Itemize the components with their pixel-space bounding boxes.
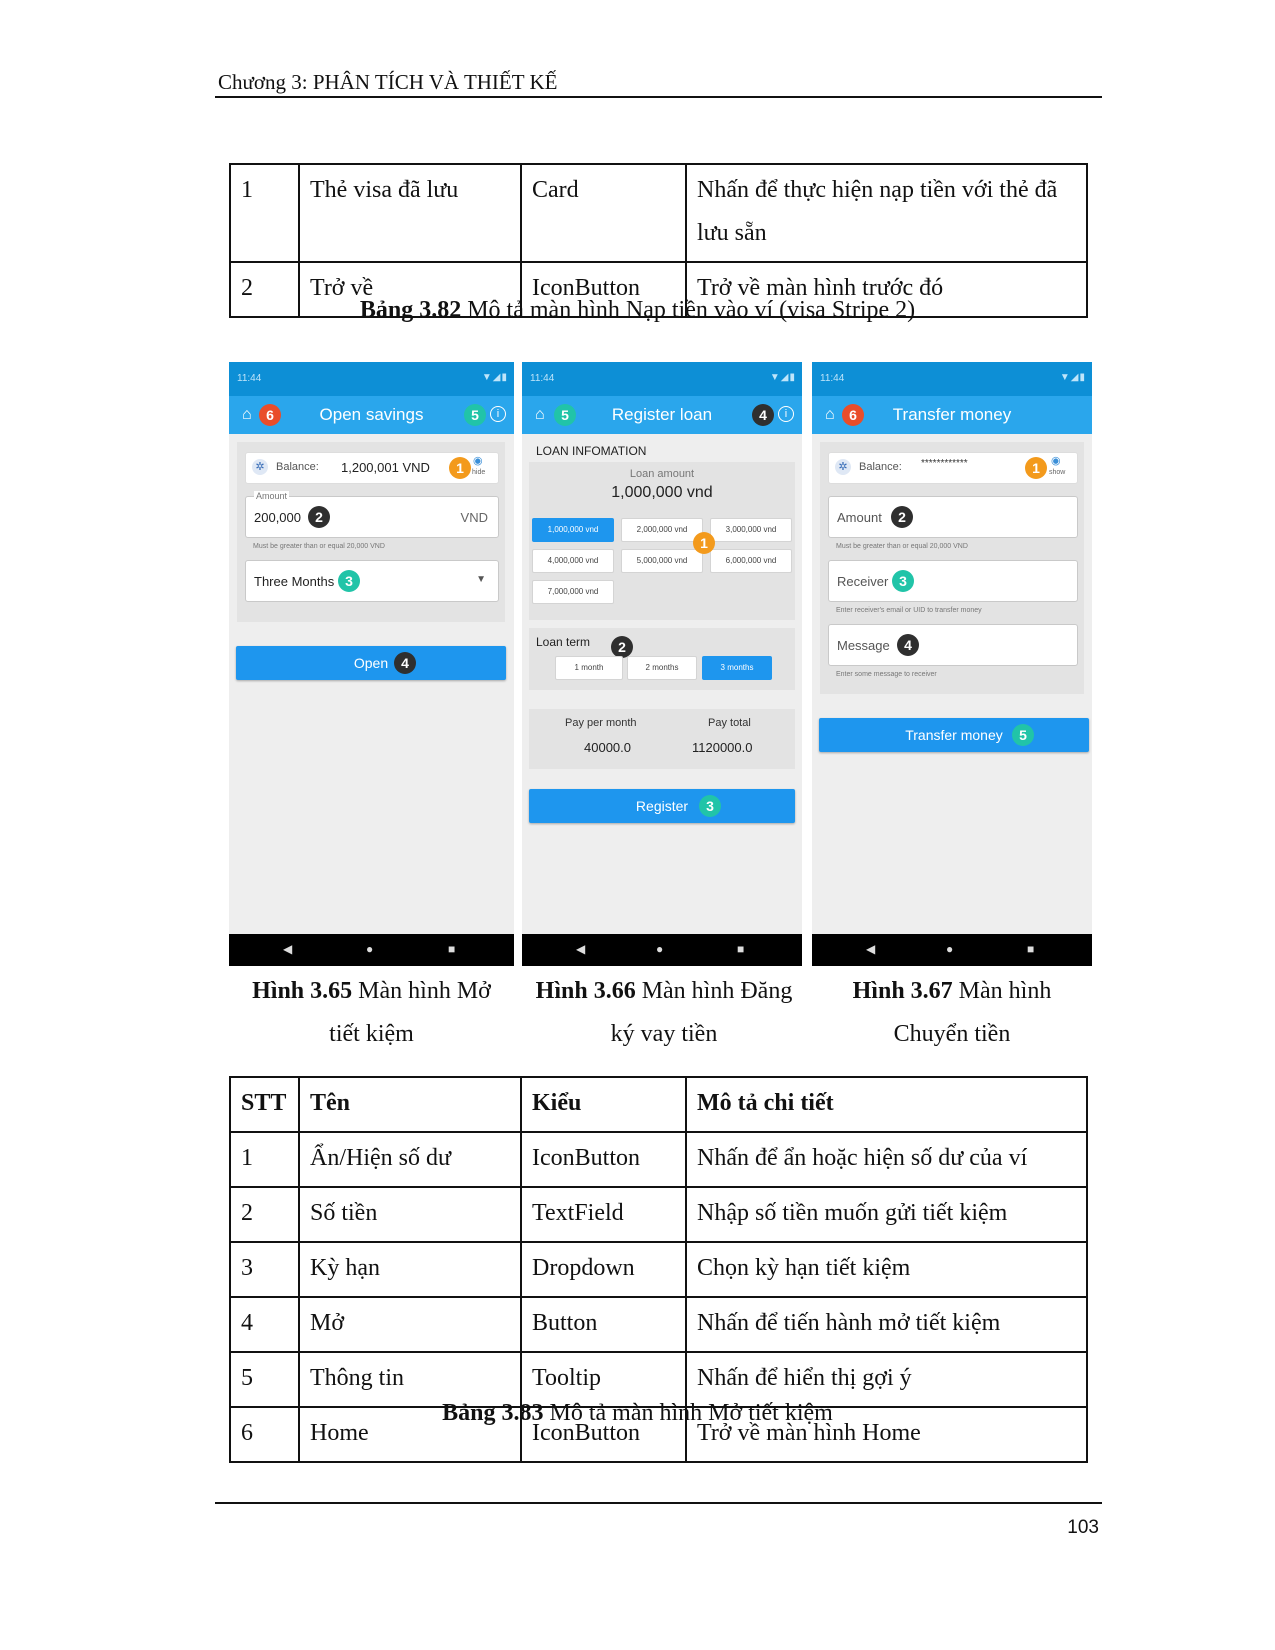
receiver-input[interactable]: [828, 560, 1078, 602]
cell-ten: Số tiền: [299, 1187, 521, 1242]
amount-input[interactable]: [245, 491, 499, 538]
transfer-form-card: [820, 442, 1084, 694]
marker-badge: 2: [308, 506, 330, 528]
loan-amount-card: [529, 462, 795, 620]
header-stt: STT: [230, 1077, 299, 1132]
eye-icon[interactable]: ◉: [473, 455, 483, 467]
table-row: [230, 1352, 1087, 1407]
balance-label: Balance:: [276, 461, 319, 473]
cell-mota: Chọn kỳ hạn tiết kiệm: [686, 1242, 1087, 1297]
amount-chip[interactable]: 7,000,000 vnd: [532, 580, 614, 604]
cell-stt: 3: [230, 1242, 299, 1297]
marker-badge: 2: [891, 506, 913, 528]
recent-apps-icon[interactable]: ■: [737, 942, 745, 956]
back-icon[interactable]: ◀: [576, 942, 586, 956]
payment-summary-card: [529, 709, 795, 769]
system-nav-bar: [812, 934, 1092, 966]
caption-text: Màn hình: [952, 978, 1052, 1004]
caption-bold: Bảng 3.83: [442, 1400, 544, 1426]
back-icon[interactable]: ◀: [283, 942, 293, 956]
amount-input[interactable]: [828, 496, 1078, 538]
loan-amount-label: Loan amount: [629, 468, 695, 480]
cell-ten: Thẻ visa đã lưu: [299, 164, 521, 262]
balance-value: 1,200,001 VND: [341, 460, 430, 475]
section-title: LOAN INFOMATION: [536, 444, 647, 458]
amount-chip[interactable]: 6,000,000 vnd: [710, 549, 792, 573]
home-nav-icon[interactable]: ●: [656, 942, 664, 956]
term-chip[interactable]: 2 months: [627, 656, 697, 680]
amount-value: 200,000: [254, 510, 301, 525]
transfer-label: Transfer money: [905, 727, 1003, 743]
cell-stt: 2: [230, 262, 299, 317]
cell-kieu: IconButton: [521, 1407, 686, 1462]
app-bar: [812, 396, 1092, 434]
pay-total-value: 1120000.0: [692, 740, 753, 755]
pay-month-label: Pay per month: [565, 717, 637, 729]
marker-badge: 4: [394, 652, 416, 674]
home-icon[interactable]: ⌂: [535, 406, 545, 423]
cell-mota: Nhấn để tiến hành mở tiết kiệm: [686, 1297, 1087, 1352]
info-icon[interactable]: i: [778, 406, 794, 422]
marker-badge: 6: [259, 404, 281, 426]
chapter-header: Chương 3: PHÂN TÍCH VÀ THIẾT KẾ: [218, 70, 558, 94]
caption-text: Màn hình Mở: [352, 978, 491, 1004]
amount-chip[interactable]: 2,000,000 vnd: [621, 518, 703, 542]
caption-text: Màn hình Đăng: [635, 978, 793, 1004]
caption-text: ký vay tiền: [610, 1021, 718, 1047]
back-icon[interactable]: ◀: [866, 942, 876, 956]
show-label[interactable]: show: [1049, 469, 1066, 476]
transfer-money-button[interactable]: [819, 718, 1089, 752]
cell-ten: Home: [299, 1407, 521, 1462]
header-ten: Tên: [299, 1077, 521, 1132]
pay-total-label: Pay total: [708, 717, 751, 729]
cell-kieu: Dropdown: [521, 1242, 686, 1297]
loan-term-label: Loan term: [536, 635, 591, 649]
open-button[interactable]: [236, 646, 506, 680]
cell-mota: Trở về màn hình trước đó: [686, 262, 1087, 317]
cell-mota: Trở về màn hình Home: [686, 1407, 1087, 1462]
recent-apps-icon[interactable]: ■: [1027, 942, 1035, 956]
message-input[interactable]: [828, 624, 1078, 666]
cell-ten: Kỳ hạn: [299, 1242, 521, 1297]
cell-mota: Nhập số tiền muốn gửi tiết kiệm: [686, 1187, 1087, 1242]
home-nav-icon[interactable]: ●: [366, 942, 374, 956]
marker-badge: 2: [611, 636, 633, 658]
amount-chip[interactable]: 4,000,000 vnd: [532, 549, 614, 573]
caption-figure-3-67: [812, 970, 1092, 1056]
cell-stt: 4: [230, 1297, 299, 1352]
status-bar: [229, 362, 514, 396]
screen-transfer-money: [812, 362, 1092, 966]
amount-label: Amount: [256, 491, 288, 501]
cell-kieu: Card: [521, 164, 686, 262]
app-bar: [522, 396, 802, 434]
table-row: [230, 1297, 1087, 1352]
wallet-icon: ✲: [252, 459, 268, 475]
loan-term-card: [529, 628, 795, 690]
header-kieu: Kiểu: [521, 1077, 686, 1132]
marker-badge: 1: [1025, 457, 1047, 479]
eye-off-icon[interactable]: ◉: [1051, 455, 1061, 467]
caption-bold: Hình 3.67: [852, 978, 953, 1004]
status-icons: ▼◢▮: [481, 372, 508, 383]
marker-badge: 3: [699, 795, 721, 817]
status-icons: ▼◢▮: [1059, 372, 1086, 383]
register-label: Register: [635, 798, 689, 814]
header-rule: [215, 96, 1102, 98]
cell-mota: Nhấn để thực hiện nạp tiền với thẻ đã lưu sẵn: [686, 164, 1087, 262]
status-time: 11:44: [237, 373, 262, 384]
balance-masked: ************: [921, 458, 968, 469]
balance-row: [828, 452, 1078, 484]
marker-badge: 5: [1012, 724, 1034, 746]
marker-badge: 1: [449, 457, 471, 479]
home-nav-icon[interactable]: ●: [946, 942, 954, 956]
term-value: Three Months: [254, 574, 335, 589]
cell-kieu: TextField: [521, 1187, 686, 1242]
status-icons: ▼◢▮: [769, 372, 796, 383]
screen-register-loan: [522, 362, 802, 966]
register-button[interactable]: [529, 789, 795, 823]
caption-text: Chuyển tiền: [893, 1021, 1011, 1047]
hide-label[interactable]: hide: [472, 469, 486, 476]
info-icon[interactable]: i: [490, 406, 506, 422]
table-3-82: [229, 163, 1088, 318]
cell-stt: 2: [230, 1187, 299, 1242]
marker-badge: 1: [693, 532, 715, 554]
cell-ten: Trở về: [299, 262, 521, 317]
recent-apps-icon[interactable]: ■: [448, 942, 456, 956]
cell-mota: Nhấn để ẩn hoặc hiện số dư của ví: [686, 1132, 1087, 1187]
term-chip[interactable]: 3 months: [702, 656, 772, 680]
amount-label: Amount: [837, 510, 882, 525]
caption-figure-3-66: [514, 970, 814, 1056]
amount-hint: Must be greater than or equal 20,000 VND: [836, 543, 968, 550]
screen-title: Open savings: [319, 405, 424, 424]
caption-bold: Bảng 3.82: [359, 297, 462, 323]
cell-stt: 6: [230, 1407, 299, 1462]
term-chip[interactable]: 1 month: [555, 656, 623, 680]
caption-figure-3-65: [229, 970, 514, 1056]
cell-stt: 1: [230, 164, 299, 262]
balance-row: [245, 452, 499, 484]
message-hint: Enter some message to receiver: [836, 671, 937, 678]
page-number: 103: [1067, 1517, 1099, 1538]
marker-badge: 3: [892, 570, 914, 592]
cell-ten: Thông tin: [299, 1352, 521, 1407]
cell-kieu: IconButton: [521, 262, 686, 317]
caption-bold: Hình 3.65: [252, 978, 353, 1004]
table-row: [230, 164, 1087, 262]
cell-mota: Nhấn để hiển thị gợi ý: [686, 1352, 1087, 1407]
home-icon[interactable]: ⌂: [825, 406, 835, 423]
marker-badge: 3: [338, 570, 360, 592]
caption-text: tiết kiệm: [329, 1021, 414, 1047]
caption-text: Mô tả màn hình Mở tiết kiệm: [543, 1400, 833, 1426]
system-nav-bar: [522, 934, 802, 966]
cell-kieu: Button: [521, 1297, 686, 1352]
cell-kieu: Tooltip: [521, 1352, 686, 1407]
marker-badge: 4: [752, 404, 774, 426]
table-header-row: [230, 1077, 1087, 1132]
cell-stt: 5: [230, 1352, 299, 1407]
status-bar: [812, 362, 1092, 396]
cell-ten: Ẩn/Hiện số dư: [299, 1132, 521, 1187]
savings-form-card: [237, 442, 505, 622]
currency-suffix: VND: [460, 510, 488, 525]
table-row: [230, 1242, 1087, 1297]
receiver-label: Receiver: [837, 574, 889, 589]
term-dropdown[interactable]: [245, 560, 499, 602]
screen-open-savings: [229, 362, 514, 966]
caption-table-3-83: [0, 1400, 1275, 1427]
screen-title: Register loan: [611, 405, 713, 424]
marker-badge: 5: [464, 404, 486, 426]
balance-label: Balance:: [859, 461, 902, 473]
message-label: Message: [837, 638, 890, 653]
app-bar: [229, 396, 514, 434]
loan-amount-value: 1,000,000 vnd: [611, 484, 713, 501]
marker-badge: 4: [897, 634, 919, 656]
caption-table-3-82: [0, 297, 1275, 324]
receiver-hint: Enter receiver's email or UID to transfer money: [836, 607, 982, 614]
amount-chip[interactable]: 3,000,000 vnd: [710, 518, 792, 542]
status-time: 11:44: [820, 373, 845, 384]
marker-badge: 5: [554, 404, 576, 426]
marker-badge: 6: [842, 404, 864, 426]
system-nav-bar: [229, 934, 514, 966]
amount-chip[interactable]: 1,000,000 vnd: [532, 518, 614, 542]
home-icon[interactable]: ⌂: [242, 406, 252, 423]
footer-rule: [215, 1502, 1102, 1504]
amount-chip[interactable]: 5,000,000 vnd: [621, 549, 703, 573]
pay-month-value: 40000.0: [584, 740, 631, 755]
status-bar: [522, 362, 802, 396]
wallet-icon: ✲: [835, 459, 851, 475]
table-row: [230, 1132, 1087, 1187]
caption-bold: Hình 3.66: [535, 978, 636, 1004]
caption-text: Mô tả màn hình Nạp tiền vào ví (visa Stripe 2): [461, 297, 916, 323]
table-row: [230, 1187, 1087, 1242]
cell-kieu: IconButton: [521, 1132, 686, 1187]
chevron-down-icon[interactable]: ▼: [476, 574, 486, 585]
open-label: Open: [353, 655, 389, 671]
status-time: 11:44: [530, 373, 555, 384]
amount-hint: Must be greater than or equal 20,000 VND: [253, 543, 385, 550]
cell-ten: Mở: [299, 1297, 521, 1352]
screen-title: Transfer money: [892, 405, 1012, 424]
cell-stt: 1: [230, 1132, 299, 1187]
header-mota: Mô tả chi tiết: [686, 1077, 1087, 1132]
